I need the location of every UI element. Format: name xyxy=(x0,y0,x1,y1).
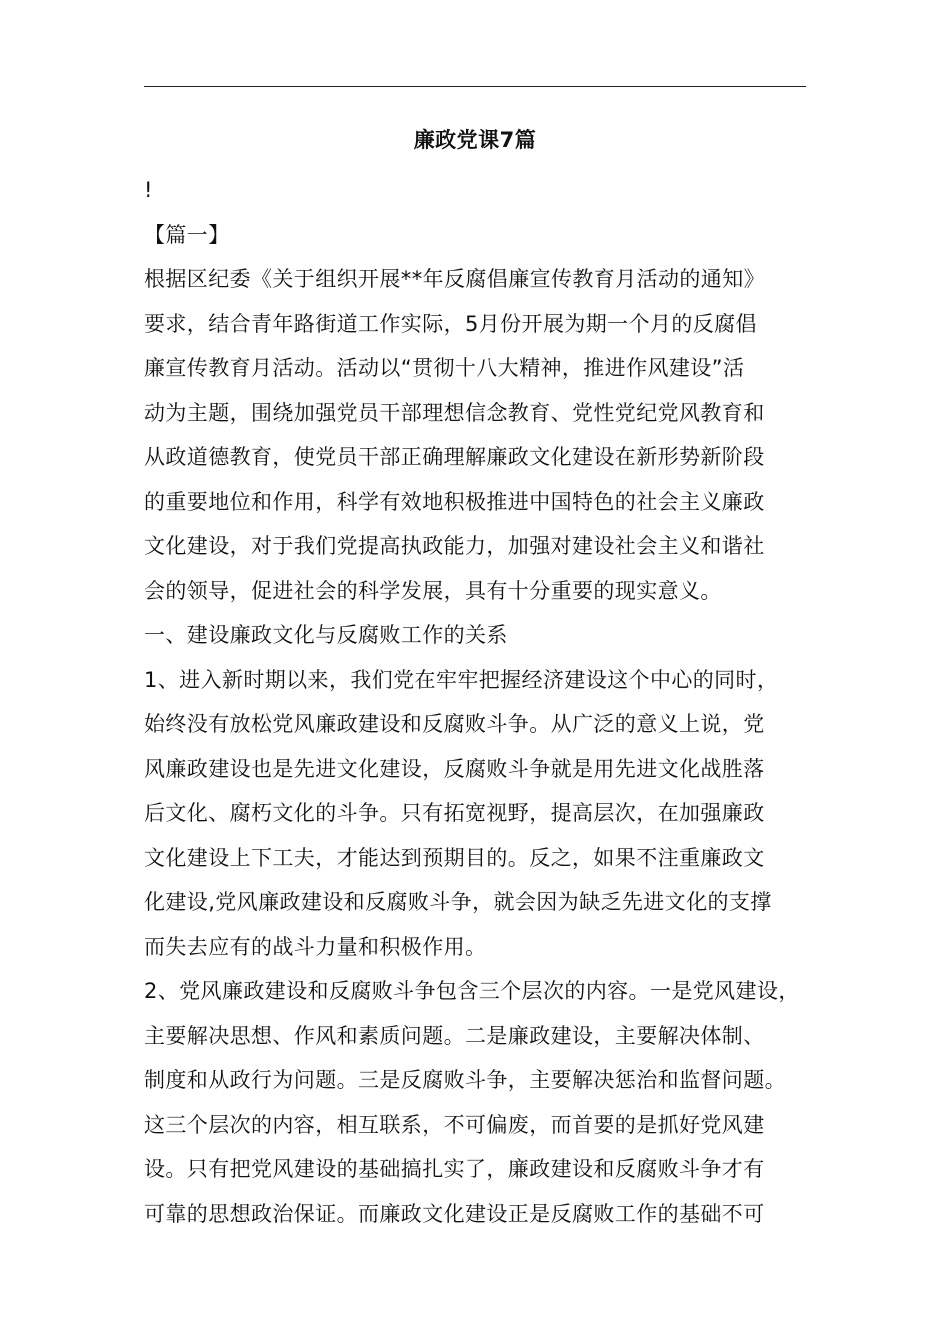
text-line: 这三个层次的内容，相互联系，不可偏废，而首要的是抓好党风建 xyxy=(144,1112,765,1137)
text-line: 2、党风廉政建设和反腐败斗争包含三个层次的内容。一是党风建设， xyxy=(144,979,800,1003)
text-line: 风廉政建设也是先进文化建设，反腐败斗争就是用先进文化战胜落 xyxy=(144,756,765,781)
text-line: 主要解决思想、作风和素质问题。二是廉政建设，主要解决体制、 xyxy=(144,1023,765,1048)
section-heading: 【篇一】 xyxy=(144,222,230,247)
document-title: 廉政党课7篇 xyxy=(413,128,537,152)
text-line: 文化建设上下工夫，才能达到预期目的。反之，如果不注重廉政文 xyxy=(144,845,765,870)
text-line: 可靠的思想政治保证。而廉政文化建设正是反腐败工作的基础不可 xyxy=(144,1201,765,1226)
subsection-heading: 一、建设廉政文化与反腐败工作的关系 xyxy=(144,623,508,647)
text-line: 要求，结合青年路街道工作实际，5月份开展为期一个月的反腐倡 xyxy=(144,311,757,336)
document-body xyxy=(144,168,824,1236)
text-line: 动为主题，围绕加强党员干部理想信念教育、党性党纪党风教育和 xyxy=(144,400,765,425)
text-line: 制度和从政行为问题。三是反腐败斗争，主要解决惩治和监督问题。 xyxy=(144,1068,786,1092)
text-line: 会的领导，促进社会的科学发展，具有十分重要的现实意义。 xyxy=(144,578,722,603)
text-line: 的重要地位和作用，科学有效地积极推进中国特色的社会主义廉政 xyxy=(144,489,765,514)
text-line: 设。只有把党风建设的基础搞扎实了，廉政建设和反腐败斗争才有 xyxy=(144,1157,765,1181)
text-line: 而失去应有的战斗力量和积极作用。 xyxy=(144,934,487,959)
text-line: 1、进入新时期以来，我们党在牢牢把握经济建设这个中心的同时， xyxy=(144,667,779,692)
text-line: 化建设,党风廉政建设和反腐败斗争，就会因为缺乏先进文化的支撑 xyxy=(144,890,772,914)
text-line: 始终没有放松党风廉政建设和反腐败斗争。从广泛的意义上说，党 xyxy=(144,712,765,736)
text-line: 根据区纪委《关于组织开展**年反腐倡廉宣传教育月活动的通知》 xyxy=(144,267,765,291)
text-line: 廉宣传教育月活动。活动以“贯彻十八大精神，推进作风建设”活 xyxy=(144,356,745,380)
text-line: ! xyxy=(144,178,153,202)
text-line: 从政道德教育，使党员干部正确理解廉政文化建设在新形势新阶段 xyxy=(144,445,765,469)
text-line: 后文化、腐朽文化的斗争。只有拓宽视野，提高层次，在加强廉政 xyxy=(144,801,765,825)
text-line: 文化建设，对于我们党提高执政能力，加强对建设社会主义和谐社 xyxy=(144,534,765,558)
header-rule xyxy=(144,86,806,87)
